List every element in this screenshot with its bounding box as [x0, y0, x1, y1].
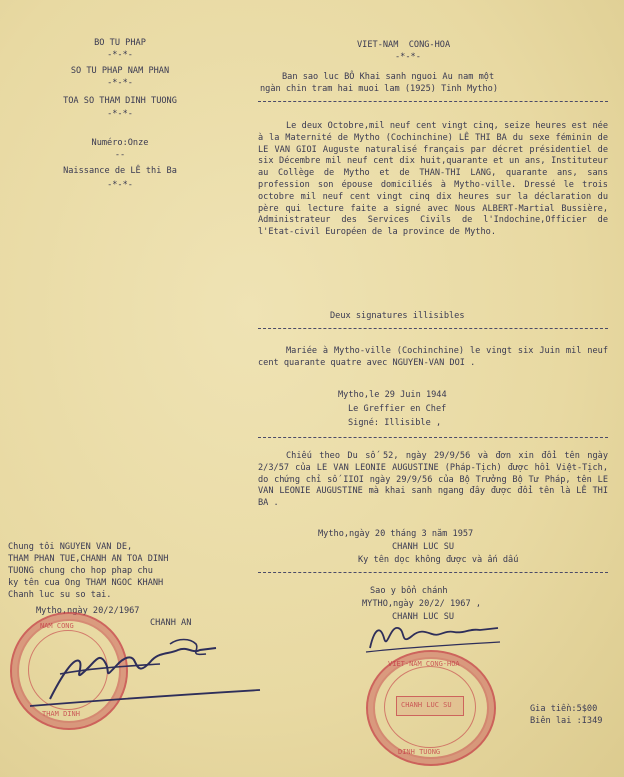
- stamp-text: THAM DINH: [42, 710, 80, 718]
- mytho-date-1957: Mytho,ngày 20 tháng 3 năm 1957: [318, 529, 474, 539]
- department-name: SO TU PHAP NAM PHAN: [70, 66, 170, 76]
- court-name: TOA SO THAM DINH TUONG: [63, 96, 177, 106]
- intro-line-2: ngàn chin tram hai muoi lam (1925) Tinh Mytho): [260, 84, 498, 94]
- stamp-text: CHANH LUC SU: [401, 701, 452, 709]
- cert-left-line: THAM PHAN TUE,CHANH AN TOA DINH: [8, 554, 169, 564]
- birth-subject: Naissance de LÊ thi Ba: [63, 166, 177, 176]
- stamp-text: DINH TUONG: [398, 748, 441, 756]
- separator: --: [114, 150, 126, 160]
- fee-amount: Gia tiền:5$00: [530, 704, 598, 714]
- divider: [258, 437, 608, 438]
- chanh-an-title: CHANH AN: [150, 618, 192, 628]
- signatures-note: Deux signatures illisibles: [330, 311, 465, 321]
- separator: -*-*-: [395, 52, 421, 62]
- receipt-number: Biên lai :I349: [530, 716, 603, 726]
- cert-left-date: Mytho,ngày 20/2/1967: [36, 606, 140, 616]
- dateline-1944: Mytho,le 29 Juin 1944: [338, 390, 447, 400]
- signature-note: Ky tên dọc không được và ấn dấu: [358, 555, 519, 565]
- name-change-note: Chiếu theo Du số 52, ngày 29/9/56 và đơn xin đổi tên ngày 2/3/57 của LE VAN LEONIE AUGUSTINE (Pháp-Tịch) được hồi Việt-Tịch, do chứng chỉ số IIOI ngày 29/9/56 của Bộ Trưởng Bộ Tư Pháp, tên LE VAN LEONIE AUGUSTINE mà khai sanh ngang đây được đổi tên là LÊ THI BA .: [258, 451, 608, 509]
- stamp-center-box: [396, 696, 464, 716]
- intro-line-1: Ban sao luc BÔ Khai sanh nguoi Au nam một: [282, 72, 495, 82]
- cert-left-line: Chanh luc su so tai.: [8, 590, 112, 600]
- cert-right-line: Sao y bổn chánh: [370, 586, 448, 596]
- cert-left-line: Chung tôi NGUYEN VAN DE,: [8, 542, 133, 552]
- divider: [258, 101, 608, 102]
- left-signature: [20, 624, 270, 714]
- separator: -*-*-: [107, 180, 133, 190]
- chanh-luc-su-title: CHANH LUC SU: [392, 542, 455, 552]
- divider: [258, 328, 608, 329]
- birth-record-paragraph: Le deux Octobre,mil neuf cent vingt cinq, seize heures est née à la Maternité de Mytho (Cochinchine) LÊ THI BA du sexe féminin de LE VAN GIOI Auguste naturalisé français par décret présidentiel de six Décembre mil neuf cent dix huit,quarante et un ans, Instituteur au Collège de Mytho et de THAN-THI LANG, quarante ans, sans profession son épouse domiciliés à Mytho-ville. Dressé le trois octobre mil neuf cent vingt cinq dix heures sur la déclaration du père qui lecture faite a signé avec Nous ALBERT-Martial Bussière, Administrateur des Services Civils de l'Indochine,Officier de l'Etat-civil Européen de la province de Mytho.: [258, 121, 608, 238]
- stamp-text: VIET-NAM CONG-HOA: [388, 660, 460, 668]
- document-number: Numéro:Onze: [91, 138, 149, 148]
- separator: -*-*-: [107, 50, 133, 60]
- right-official-stamp: [366, 650, 496, 766]
- cert-right-date: MYTHO,ngày 20/2/ 1967 ,: [362, 599, 481, 609]
- separator: -*-*-: [107, 109, 133, 119]
- cert-left-line: ky tên cua Ong THAM NGOC KHANH: [8, 578, 164, 588]
- ministry-name: BO TU PHAP: [94, 38, 146, 48]
- greffier-title: Le Greffier en Chef: [348, 404, 447, 414]
- country-name: VIET-NAM CONG-HOA: [357, 40, 451, 50]
- divider: [258, 572, 608, 573]
- signed-illegible: Signé: Illisible ,: [348, 418, 442, 428]
- cert-right-title: CHANH LUC SU: [392, 612, 455, 622]
- separator: -*-*-: [107, 78, 133, 88]
- stamp-text: NAM CONG: [40, 622, 74, 630]
- marriage-note: Mariée à Mytho-ville (Cochinchine) le vingt six Juin mil neuf cent quarante quatre avec NGUYEN-VAN DOI .: [258, 346, 608, 368]
- cert-left-line: TUONG chung cho hop phap chu: [8, 566, 153, 576]
